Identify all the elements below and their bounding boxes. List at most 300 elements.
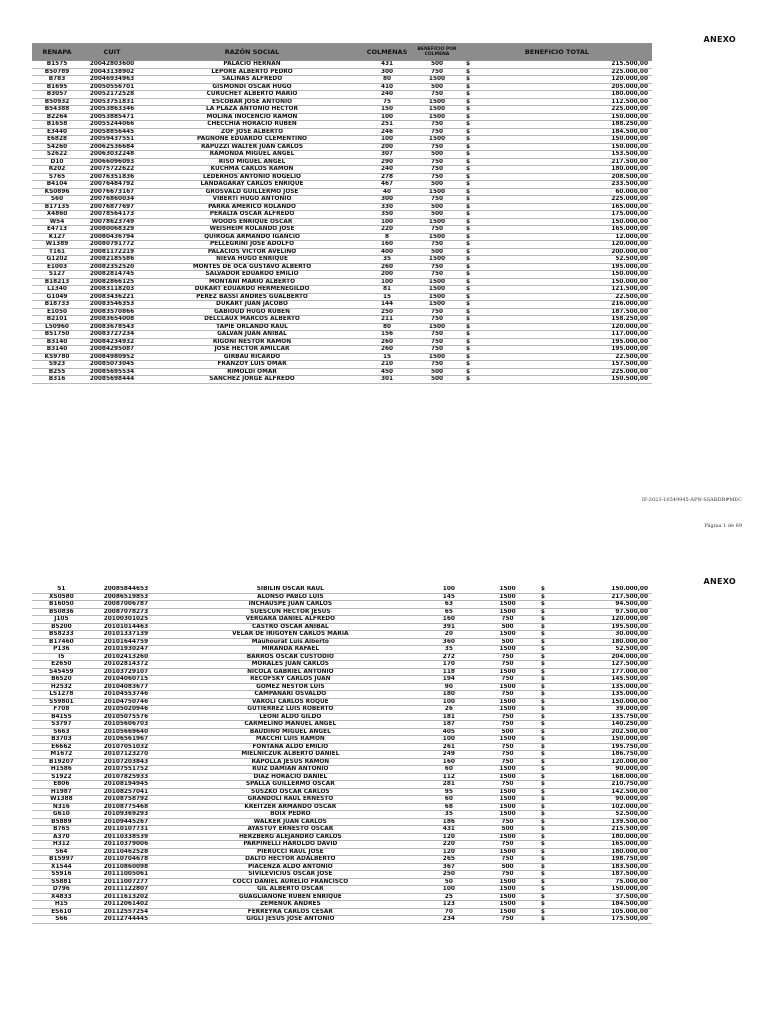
cell-renapa: B4155 (32, 713, 91, 721)
table-body (32, 61, 652, 383)
cell-renapa: B3703 (32, 736, 91, 744)
table-row (32, 766, 652, 774)
cell-razon-social: GROSVALD GUILLERMO JOSE (142, 188, 362, 196)
cell-currency: $ (462, 158, 557, 166)
table-row (32, 646, 652, 654)
cell-cuit: 20112557254 (91, 908, 161, 916)
cell-colmenas: 186 (419, 818, 478, 826)
cell-beneficio-total: 135.000,00 (556, 691, 652, 699)
header-razon-social: RAZÓN SOCIAL (142, 43, 362, 61)
cell-renapa: J105 (32, 616, 91, 624)
cell-beneficio-por-colmena: 750 (412, 166, 462, 174)
cell-currency: $ (462, 233, 557, 241)
cell-renapa: H2532 (32, 683, 91, 691)
cell-renapa: S59801 (32, 698, 91, 706)
cell-razon-social: BAUDINO MIGUEL ANGEL (161, 728, 419, 736)
cell-razon-social: LANDAGARAY CARLOS ENRIQUE (142, 181, 362, 189)
table-row (32, 788, 652, 796)
table-row (32, 728, 652, 736)
cell-cuit: 20108257041 (91, 788, 161, 796)
cell-beneficio-total: 150.000,00 (557, 278, 652, 286)
cell-beneficio-total: 150.000,00 (557, 271, 652, 279)
cell-colmenas: 65 (419, 608, 478, 616)
header-cuit: CUIT (82, 43, 142, 61)
cell-colmenas: 150 (362, 106, 412, 114)
cell-renapa: B6520 (32, 676, 91, 684)
cell-currency: $ (537, 796, 556, 804)
cell-colmenas: 181 (419, 713, 478, 721)
cell-cuit: 20101930247 (91, 646, 161, 654)
cell-razon-social: PELLEGRINI JOSE ADOLFO (142, 241, 362, 249)
table-row (32, 83, 652, 91)
cell-cuit: 20080436794 (82, 233, 142, 241)
cell-colmenas: 80 (362, 323, 412, 331)
cell-renapa: G610 (32, 811, 91, 819)
cell-currency: $ (462, 166, 557, 174)
cell-beneficio-total: 37.500,00 (556, 893, 652, 901)
cell-cuit: 20085844653 (91, 586, 161, 593)
table-row (32, 271, 652, 279)
cell-razon-social: FERREYRA CARLOS CESAR (161, 908, 419, 916)
cell-currency: $ (462, 361, 557, 369)
cell-razon-social: RAMONDA MIGUEL ANGEL (142, 151, 362, 159)
cell-colmenas: 100 (419, 736, 478, 744)
cell-currency: $ (537, 871, 556, 879)
cell-razon-social: GUAGLIANONE RUBEN ENRIQUE (161, 893, 419, 901)
cell-colmenas: 220 (419, 841, 478, 849)
cell-cuit: 20104083677 (91, 683, 161, 691)
cell-beneficio-total: 150.000,00 (556, 586, 652, 593)
cell-beneficio-por-colmena: 1500 (412, 233, 462, 241)
cell-renapa: B17460 (32, 638, 91, 646)
cell-currency: $ (537, 668, 556, 676)
cell-colmenas: 160 (419, 758, 478, 766)
cell-cuit: 20100301025 (91, 616, 161, 624)
cell-cuit: 20107551752 (91, 766, 161, 774)
cell-colmenas: 281 (419, 781, 478, 789)
cell-razon-social: DUKART JUAN JACOBO (142, 301, 362, 309)
cell-beneficio-total: 150.000,00 (556, 886, 652, 894)
cell-beneficio-total: 150.000,00 (556, 736, 652, 744)
table-row (32, 113, 652, 121)
cell-colmenas: 100 (362, 136, 412, 144)
table-row (32, 676, 652, 684)
table-row (32, 743, 652, 751)
cell-beneficio-por-colmena: 750 (478, 653, 537, 661)
cell-renapa: H312 (32, 841, 91, 849)
cell-cuit: 20107203843 (91, 758, 161, 766)
cell-renapa: S66 (32, 916, 91, 924)
cell-beneficio-por-colmena: 750 (412, 263, 462, 271)
table-row (32, 608, 652, 616)
cell-razon-social: SUESCUN HECTOR JESUS (161, 608, 419, 616)
cell-currency: $ (462, 188, 557, 196)
cell-beneficio-por-colmena: 1500 (478, 908, 537, 916)
cell-cuit: 20107123270 (91, 751, 161, 759)
cell-beneficio-por-colmena: 1500 (412, 218, 462, 226)
table-row (32, 241, 652, 249)
cell-razon-social: PARPINELLI HAROLDO DAVID (161, 841, 419, 849)
cell-beneficio-por-colmena: 1500 (412, 256, 462, 264)
page-number: Página 1 de 69 (704, 523, 742, 529)
cell-renapa: I5 (32, 653, 91, 661)
cell-beneficio-por-colmena: 500 (412, 368, 462, 376)
cell-beneficio-por-colmena: 1500 (478, 796, 537, 804)
cell-razon-social: PEREZ BASSI ANDRES GUALBERTO (142, 293, 362, 301)
cell-colmenas: 100 (419, 698, 478, 706)
cell-cuit: 20110107731 (91, 826, 161, 834)
table-row (32, 833, 652, 841)
beneficiaries-table-page-2 (32, 586, 652, 924)
cell-beneficio-por-colmena: 750 (412, 128, 462, 136)
cell-cuit: 20046934963 (82, 76, 142, 84)
table-row (32, 346, 652, 354)
cell-beneficio-total: 135.000,00 (556, 683, 652, 691)
cell-beneficio-por-colmena: 1500 (478, 766, 537, 774)
table-row (32, 653, 652, 661)
cell-renapa: S45459 (32, 668, 91, 676)
cell-razon-social: TAPIE ORLANDO RAUL (142, 323, 362, 331)
cell-renapa: B3057 (32, 91, 82, 99)
cell-currency: $ (537, 811, 556, 819)
cell-cuit: 20052172528 (82, 91, 142, 99)
cell-beneficio-por-colmena: 750 (478, 676, 537, 684)
cell-beneficio-total: 168.000,00 (556, 773, 652, 781)
cell-beneficio-por-colmena: 750 (412, 196, 462, 204)
cell-beneficio-por-colmena: 1500 (412, 136, 462, 144)
cell-colmenas: 250 (362, 308, 412, 316)
cell-colmenas: 170 (419, 661, 478, 669)
cell-renapa: G1202 (32, 256, 82, 264)
cell-beneficio-por-colmena: 750 (412, 331, 462, 339)
cell-beneficio-por-colmena: 1500 (412, 286, 462, 294)
cell-beneficio-por-colmena: 750 (412, 121, 462, 129)
cell-colmenas: 35 (362, 256, 412, 264)
cell-beneficio-total: 195.500,00 (556, 623, 652, 631)
cell-beneficio-total: 142.500,00 (556, 788, 652, 796)
table-row (32, 638, 652, 646)
cell-currency: $ (462, 278, 557, 286)
cell-currency: $ (462, 151, 557, 159)
cell-cuit: 20083546353 (82, 301, 142, 309)
cell-razon-social: LEDERHOS ANTONIO ROGELIO (142, 173, 362, 181)
table-row (32, 173, 652, 181)
cell-razon-social: PIACENZA ALDO ANTONIO (161, 863, 419, 871)
cell-renapa: B18213 (32, 278, 82, 286)
cell-cuit: 20083654008 (82, 316, 142, 324)
table-row (32, 151, 652, 159)
cell-razon-social: DELCLAUX MARCOS ALBERTO (142, 316, 362, 324)
cell-razon-social: QUIROGA ARMANDO IGANCIO (142, 233, 362, 241)
cell-razon-social: GOMEZ NESTOR LUIS (161, 683, 419, 691)
cell-beneficio-por-colmena: 1500 (412, 323, 462, 331)
cell-colmenas: 360 (419, 638, 478, 646)
cell-currency: $ (537, 826, 556, 834)
table-row (32, 668, 652, 676)
cell-beneficio-total: 120.000,00 (557, 323, 652, 331)
cell-colmenas: 26 (419, 706, 478, 714)
cell-renapa: N316 (32, 803, 91, 811)
cell-cuit: 20076351836 (82, 173, 142, 181)
cell-beneficio-por-colmena: 1500 (478, 601, 537, 609)
cell-colmenas: 301 (362, 376, 412, 384)
cell-currency: $ (537, 766, 556, 774)
cell-beneficio-total: 52.500,00 (556, 646, 652, 654)
cell-currency: $ (537, 676, 556, 684)
cell-colmenas: 15 (362, 293, 412, 301)
cell-beneficio-total: 150.000,00 (557, 143, 652, 151)
cell-renapa: H1987 (32, 788, 91, 796)
cell-beneficio-total: 90.000,00 (556, 766, 652, 774)
cell-renapa: B316 (32, 376, 82, 384)
table-row (32, 878, 652, 886)
cell-currency: $ (537, 863, 556, 871)
cell-currency: $ (462, 286, 557, 294)
cell-cuit: 20076673167 (82, 188, 142, 196)
cell-beneficio-por-colmena: 750 (478, 661, 537, 669)
cell-cuit: 20063032248 (82, 151, 142, 159)
cell-renapa: D796 (32, 886, 91, 894)
cell-razon-social: WOODS ENRIQUE OSCAR (142, 218, 362, 226)
cell-currency: $ (462, 128, 557, 136)
cell-colmenas: 240 (362, 166, 412, 174)
cell-renapa: W54 (32, 218, 82, 226)
table-row (32, 706, 652, 714)
cell-cuit: 20055244066 (82, 121, 142, 129)
cell-beneficio-por-colmena: 500 (478, 826, 537, 834)
cell-cuit: 20109445267 (91, 818, 161, 826)
cell-currency: $ (537, 818, 556, 826)
cell-cuit: 20083118203 (82, 286, 142, 294)
cell-currency: $ (537, 893, 556, 901)
cell-beneficio-total: 180.000,00 (556, 638, 652, 646)
cell-cuit: 20087078273 (91, 608, 161, 616)
cell-beneficio-por-colmena: 500 (412, 248, 462, 256)
cell-cuit: 20101644759 (91, 638, 161, 646)
cell-beneficio-total: 158.250,00 (557, 316, 652, 324)
cell-beneficio-total: 165.000,00 (557, 226, 652, 234)
table-row (32, 256, 652, 264)
table-row (32, 143, 652, 151)
cell-colmenas: 290 (362, 158, 412, 166)
table-row (32, 736, 652, 744)
cell-beneficio-por-colmena: 750 (412, 316, 462, 324)
cell-colmenas: 300 (362, 196, 412, 204)
table-row (32, 751, 652, 759)
cell-colmenas: 250 (419, 871, 478, 879)
cell-beneficio-total: 205.000,00 (557, 83, 652, 91)
cell-renapa: S663 (32, 728, 91, 736)
table-row (32, 263, 652, 271)
cell-renapa: E6662 (32, 743, 91, 751)
cell-colmenas: 187 (419, 721, 478, 729)
table-row (32, 278, 652, 286)
table-row (32, 361, 652, 369)
cell-cuit: 20110338539 (91, 833, 161, 841)
cell-cuit: 20080068329 (82, 226, 142, 234)
cell-renapa: B5889 (32, 818, 91, 826)
cell-razon-social: WALKER JUAN CARLOS (161, 818, 419, 826)
header-renapa: RENAPA (32, 43, 82, 61)
cell-cuit: 20105020946 (91, 706, 161, 714)
cell-razon-social: SALVADOR EDUARDO EMILIO (142, 271, 362, 279)
table-row (32, 121, 652, 129)
cell-cuit: 20083436221 (82, 293, 142, 301)
cell-beneficio-total: 180.000,00 (557, 91, 652, 99)
cell-renapa: L1340 (32, 286, 82, 294)
cell-beneficio-total: 195.750,00 (556, 743, 652, 751)
cell-beneficio-total: 195.000,00 (557, 338, 652, 346)
cell-beneficio-por-colmena: 750 (478, 713, 537, 721)
cell-razon-social: LA PLAZA ANTONIO HECTOR (142, 106, 362, 114)
table-row (32, 166, 652, 174)
cell-renapa: W1388 (32, 796, 91, 804)
cell-currency: $ (462, 196, 557, 204)
cell-colmenas: 25 (419, 893, 478, 901)
table-row (32, 698, 652, 706)
cell-currency: $ (462, 136, 557, 144)
cell-colmenas: 200 (362, 143, 412, 151)
cell-cuit: 20082814745 (82, 271, 142, 279)
cell-colmenas: 112 (419, 773, 478, 781)
cell-renapa: B50789 (32, 68, 82, 76)
cell-currency: $ (462, 83, 557, 91)
cell-beneficio-por-colmena: 1500 (478, 706, 537, 714)
cell-colmenas: 367 (419, 863, 478, 871)
cell-currency: $ (462, 68, 557, 76)
cell-currency: $ (537, 856, 556, 864)
cell-currency: $ (537, 638, 556, 646)
cell-beneficio-por-colmena: 500 (412, 211, 462, 219)
cell-razon-social: NIEVA HUGO ENRIQUE (142, 256, 362, 264)
cell-razon-social: BARROS OSCAR CUSTODIO (161, 653, 419, 661)
cell-beneficio-por-colmena: 1500 (478, 893, 537, 901)
cell-renapa: B783 (32, 76, 82, 84)
cell-colmenas: 8 (362, 233, 412, 241)
cell-colmenas: 211 (362, 316, 412, 324)
cell-beneficio-total: 215.500,00 (557, 61, 652, 68)
cell-currency: $ (537, 608, 556, 616)
cell-currency: $ (462, 181, 557, 189)
cell-renapa: KS0896 (32, 188, 82, 196)
cell-beneficio-total: 105.000,00 (556, 908, 652, 916)
table-row (32, 196, 652, 204)
cell-renapa: B1575 (32, 61, 82, 68)
cell-renapa: B3140 (32, 338, 82, 346)
cell-renapa: H1586 (32, 766, 91, 774)
cell-renapa: S127 (32, 271, 82, 279)
table-row (32, 796, 652, 804)
cell-beneficio-total: 153.500,00 (557, 151, 652, 159)
cell-beneficio-por-colmena: 1500 (478, 833, 537, 841)
cell-beneficio-por-colmena: 1500 (412, 278, 462, 286)
cell-currency: $ (462, 203, 557, 211)
cell-beneficio-por-colmena: 1500 (412, 76, 462, 84)
cell-currency: $ (537, 586, 556, 593)
cell-renapa: S60 (32, 196, 82, 204)
cell-cuit: 20111122807 (91, 886, 161, 894)
cell-razon-social: RUIZ DAMIAN ANTONIO (161, 766, 419, 774)
cell-beneficio-por-colmena: 1500 (478, 901, 537, 909)
cell-colmenas: 249 (419, 751, 478, 759)
cell-razon-social: MIRANDA RAFAEL (161, 646, 419, 654)
cell-beneficio-total: 177.000,00 (556, 668, 652, 676)
cell-cuit: 20102413260 (91, 653, 161, 661)
cell-currency: $ (537, 751, 556, 759)
cell-beneficio-por-colmena: 750 (478, 758, 537, 766)
table-row (32, 623, 652, 631)
document-id: IF-2023-10549945-APN-SSABDR#MEC (641, 497, 742, 503)
cell-renapa: B1695 (32, 83, 82, 91)
cell-currency: $ (462, 308, 557, 316)
cell-colmenas: 20 (419, 631, 478, 639)
cell-beneficio-por-colmena: 500 (412, 83, 462, 91)
cell-renapa: XS0580 (32, 593, 91, 601)
cell-beneficio-total: 200.000,00 (557, 248, 652, 256)
cell-beneficio-total: 150.000,00 (557, 113, 652, 121)
cell-currency: $ (462, 256, 557, 264)
cell-currency: $ (462, 353, 557, 361)
cell-colmenas: 70 (419, 908, 478, 916)
table-row (32, 218, 652, 226)
cell-currency: $ (537, 841, 556, 849)
cell-currency: $ (537, 736, 556, 744)
cell-cuit: 20111613202 (91, 893, 161, 901)
cell-cuit: 20084234932 (82, 338, 142, 346)
cell-colmenas: 234 (419, 916, 478, 924)
table-row (32, 661, 652, 669)
table-row (32, 353, 652, 361)
cell-colmenas: 265 (419, 856, 478, 864)
table-body (32, 586, 652, 923)
cell-renapa: T161 (32, 248, 82, 256)
cell-razon-social: PARRA AMERICO ROLANDO (142, 203, 362, 211)
cell-renapa: S5881 (32, 878, 91, 886)
cell-currency: $ (462, 316, 557, 324)
cell-currency: $ (537, 691, 556, 699)
cell-beneficio-total: 175.000,00 (557, 211, 652, 219)
cell-cuit: 20108775468 (91, 803, 161, 811)
cell-beneficio-total: 102.000,00 (556, 803, 652, 811)
cell-colmenas: 160 (362, 241, 412, 249)
cell-colmenas: 350 (362, 211, 412, 219)
cell-razon-social: GUTIERREZ LUIS ROBERTO (161, 706, 419, 714)
cell-renapa: S5916 (32, 871, 91, 879)
cell-renapa: S3797 (32, 721, 91, 729)
table-row (32, 158, 652, 166)
cell-beneficio-total: 139.500,00 (556, 818, 652, 826)
cell-razon-social: SANCHEZ JORGE ALFREDO (142, 376, 362, 384)
cell-cuit: 20102814372 (91, 661, 161, 669)
cell-cuit: 20086519853 (91, 593, 161, 601)
cell-currency: $ (537, 773, 556, 781)
cell-beneficio-por-colmena: 500 (478, 728, 537, 736)
cell-razon-social: DALTO HECTOR ADALBERTO (161, 856, 419, 864)
cell-beneficio-total: 204.000,00 (556, 653, 652, 661)
cell-cuit: 20085695534 (82, 368, 142, 376)
cell-beneficio-total: 52.500,00 (556, 811, 652, 819)
cell-beneficio-total: 202.500,00 (556, 728, 652, 736)
table-row (32, 758, 652, 766)
cell-renapa: F708 (32, 706, 91, 714)
cell-beneficio-total: 210.750,00 (556, 781, 652, 789)
cell-currency: $ (462, 98, 557, 106)
cell-colmenas: 40 (362, 188, 412, 196)
cell-currency: $ (462, 368, 557, 376)
cell-cuit: 20053751831 (82, 98, 142, 106)
cell-cuit: 20109369293 (91, 811, 161, 819)
cell-beneficio-por-colmena: 750 (478, 856, 537, 864)
